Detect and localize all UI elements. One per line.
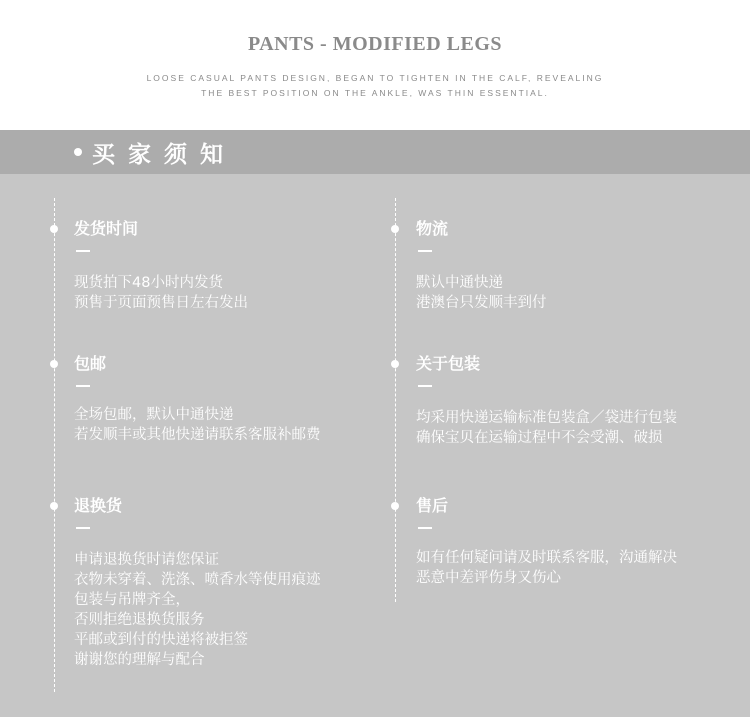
returns-title: 退换货 [74, 496, 123, 515]
free-shipping-line: 若发顺丰或其他快递请联系客服补邮费 [74, 427, 321, 443]
subtitle-line-2: THE BEST POSITION ON THE ANKLE, WAS THIN ESSENTIAL. [201, 88, 549, 98]
returns-line: 否则拒绝退换货服务 [74, 612, 205, 628]
subtitle-line-1: LOOSE CASUAL PANTS DESIGN, BEGAN TO TIGHTEN IN THE CALF, REVEALING [146, 73, 604, 83]
free-shipping-dot-icon [50, 360, 58, 368]
logistics-dot-icon [391, 225, 399, 233]
after-sales-dash [418, 527, 432, 529]
shipping-time-lines [74, 273, 248, 313]
after-sales-lines [416, 548, 677, 588]
packaging-dot-icon [391, 360, 399, 368]
after-sales-line: 恶意中差评伤身又伤心 [416, 570, 561, 586]
packaging-line: 确保宝贝在运输过程中不会受潮、破损 [416, 430, 663, 446]
returns-line: 衣物未穿着、洗涤、喷香水等使用痕迹 [74, 572, 321, 588]
returns-line: 谢谢您的理解与配合 [74, 652, 205, 668]
free-shipping-dash [76, 385, 90, 387]
shipping-time-line: 现货拍下48小时内发货 [74, 275, 223, 291]
shipping-time-title: 发货时间 [74, 219, 139, 238]
shipping-time-dot-icon [50, 225, 58, 233]
returns-lines [74, 550, 321, 670]
free-shipping-line: 全场包邮，默认中通快递 [74, 407, 234, 423]
logistics-title: 物流 [416, 219, 449, 238]
bullet-dot-icon [74, 148, 82, 156]
returns-dot-icon [50, 502, 58, 510]
shipping-time-dash [76, 250, 90, 252]
returns-dash [76, 527, 90, 529]
after-sales-title: 售后 [416, 496, 449, 515]
shipping-time-line: 预售于页面预售日左右发出 [74, 295, 248, 311]
header-area [0, 0, 750, 130]
after-sales-dot-icon [391, 502, 399, 510]
logistics-line: 默认中通快递 [416, 275, 503, 291]
page-subtitle [0, 71, 750, 101]
free-shipping-lines [74, 405, 321, 445]
left-timeline-divider [54, 198, 55, 692]
page-title: PANTS - MODIFIED LEGS [247, 33, 503, 55]
returns-line: 申请退换货时请您保证 [74, 552, 219, 568]
returns-line: 包装与吊牌齐全， [74, 592, 190, 608]
logistics-dash [418, 250, 432, 252]
logistics-line: 港澳台只发顺丰到付 [416, 295, 547, 311]
packaging-line: 均采用快递运输标准包装盒／袋进行包装 [416, 410, 677, 426]
notice-title: 买家须知 [92, 142, 236, 168]
packaging-dash [418, 385, 432, 387]
packaging-lines [416, 408, 677, 448]
after-sales-line: 如有任何疑问请及时联系客服，沟通解决 [416, 550, 677, 566]
returns-line: 平邮或到付的快递将被拒签 [74, 632, 248, 648]
right-timeline-divider [395, 198, 396, 602]
logistics-lines [416, 273, 547, 313]
packaging-title: 关于包装 [416, 354, 481, 373]
free-shipping-title: 包邮 [74, 354, 107, 373]
